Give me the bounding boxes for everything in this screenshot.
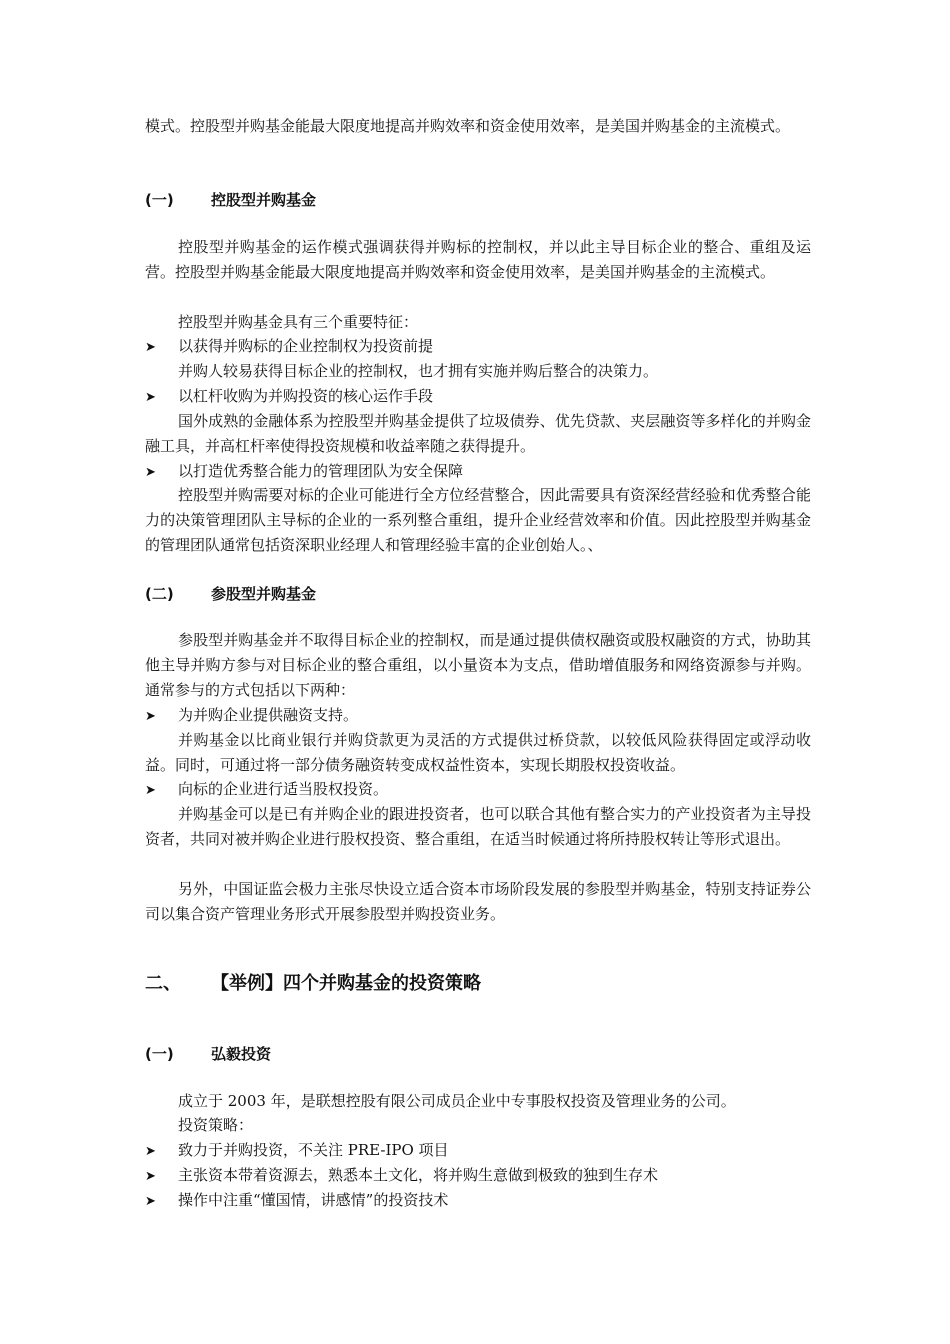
paragraph: 并购基金可以是已有并购企业的跟进投资者，也可以联合其他有整合实力的产业投资者为主导投资者，共同对被并购企业进行股权投资、整合重组，在适当时候通过将所持股权转让等形式退出。 bbox=[145, 805, 811, 848]
bullet-item bbox=[145, 1138, 449, 1164]
bullet-text: 为并购企业提供融资支持。 bbox=[178, 706, 359, 724]
bullet-text: 以杠杆收购为并购投资的核心运作手段 bbox=[178, 387, 434, 405]
bullet-text: 向标的企业进行适当股权投资。 bbox=[178, 780, 389, 798]
bullet-text: 致力于并购投资，不关注 PRE-IPO 项目 bbox=[178, 1141, 449, 1159]
bullet-item bbox=[145, 334, 433, 360]
paragraph: 控股型并购基金的运作模式强调获得并购标的控制权，并以此主导目标企业的整合、重组及运营。控股型并购基金能最大限度地提高并购效率和资金使用效率，是美国并购基金的主流模式。 bbox=[145, 238, 811, 281]
section-number: (一) bbox=[145, 1045, 174, 1063]
bullet-arrow-icon: ➤ bbox=[145, 465, 156, 480]
paragraph: 投资策略： bbox=[178, 1116, 254, 1134]
section-number: (二) bbox=[145, 585, 174, 603]
paragraph: 参股型并购基金并不取得目标企业的控制权，而是通过提供债权融资或股权融资的方式，协助其他主导并购方参与对目标企业的整合重组，以小量资本为支点，借助增值服务和网络资源参与并购。通常参与的方式包括以下两种： bbox=[145, 631, 811, 699]
bullet-text: 主张资本带着资源去，熟悉本土文化，将并购生意做到极致的独到生存术 bbox=[178, 1166, 659, 1184]
bullet-item bbox=[145, 459, 463, 485]
paragraph: 控股型并购基金具有三个重要特征： bbox=[178, 313, 419, 331]
bullet-arrow-icon: ➤ bbox=[145, 340, 156, 355]
bullet-text: 以获得并购标的企业控制权为投资前提 bbox=[178, 337, 434, 355]
bullet-text: 以打造优秀整合能力的管理团队为安全保障 bbox=[178, 462, 464, 480]
bullet-arrow-icon: ➤ bbox=[145, 1144, 156, 1159]
paragraph: 另外，中国证监会极力主张尽快设立适合资本市场阶段发展的参股型并购基金，特别支持证券公司以集合资产管理业务形式开展参股型并购投资业务。 bbox=[145, 880, 811, 923]
paragraph: 国外成熟的金融体系为控股型并购基金提供了垃圾债券、优先贷款、夹层融资等多样化的并购金融工具，并高杠杆率使得投资规模和收益率随之获得提升。 bbox=[145, 412, 811, 455]
bullet-arrow-icon: ➤ bbox=[145, 1194, 156, 1209]
section-heading-hony bbox=[145, 1042, 271, 1067]
paragraph: 控股型并购需要对标的企业可能进行全方位经营整合，因此需要具有资深经营经验和优秀整合能力的决策管理团队主导标的企业的一系列整合重组，提升企业经营效率和价值。因此控股型并购基金的管理团队通常包括资深职业经理人和管理经验丰富的企业创始人。、 bbox=[145, 486, 811, 554]
section-title: 弘毅投资 bbox=[211, 1045, 272, 1063]
section-number: (一) bbox=[145, 191, 174, 209]
paragraph: 并购基金以比商业银行并购贷款更为灵活的方式提供过桥贷款，以较低风险获得固定或浮动收益。同时，可通过将一部分债务融资转变成权益性资本，实现长期股权投资收益。 bbox=[145, 731, 811, 774]
bullet-arrow-icon: ➤ bbox=[145, 709, 156, 724]
bullet-item bbox=[145, 1163, 658, 1189]
bullet-arrow-icon: ➤ bbox=[145, 390, 156, 405]
section-heading-holding bbox=[145, 188, 316, 213]
section-title: 参股型并购基金 bbox=[211, 585, 317, 603]
bullet-arrow-icon: ➤ bbox=[145, 783, 156, 798]
chapter-title: 【举例】四个并购基金的投资策略 bbox=[211, 973, 481, 994]
bullet-arrow-icon: ➤ bbox=[145, 1169, 156, 1184]
section-heading-minority bbox=[145, 582, 316, 607]
chapter-number: 二、 bbox=[145, 973, 181, 994]
bullet-item bbox=[145, 703, 358, 729]
paragraph: 成立于 2003 年，是联想控股有限公司成员企业中专事股权投资及管理业务的公司。 bbox=[178, 1092, 736, 1110]
paragraph: 并购人较易获得目标企业的控制权，也才拥有实施并购后整合的决策力。 bbox=[178, 362, 659, 380]
bullet-item bbox=[145, 777, 388, 803]
bullet-text: 操作中注重“懂国情，讲感情”的投资技术 bbox=[178, 1191, 449, 1209]
bullet-item bbox=[145, 384, 433, 410]
section-title: 控股型并购基金 bbox=[211, 191, 317, 209]
bullet-item bbox=[145, 1188, 448, 1214]
intro-paragraph: 模式。控股型并购基金能最大限度地提高并购效率和资金使用效率，是美国并购基金的主流模式。 bbox=[145, 117, 791, 135]
chapter-heading bbox=[145, 970, 481, 998]
